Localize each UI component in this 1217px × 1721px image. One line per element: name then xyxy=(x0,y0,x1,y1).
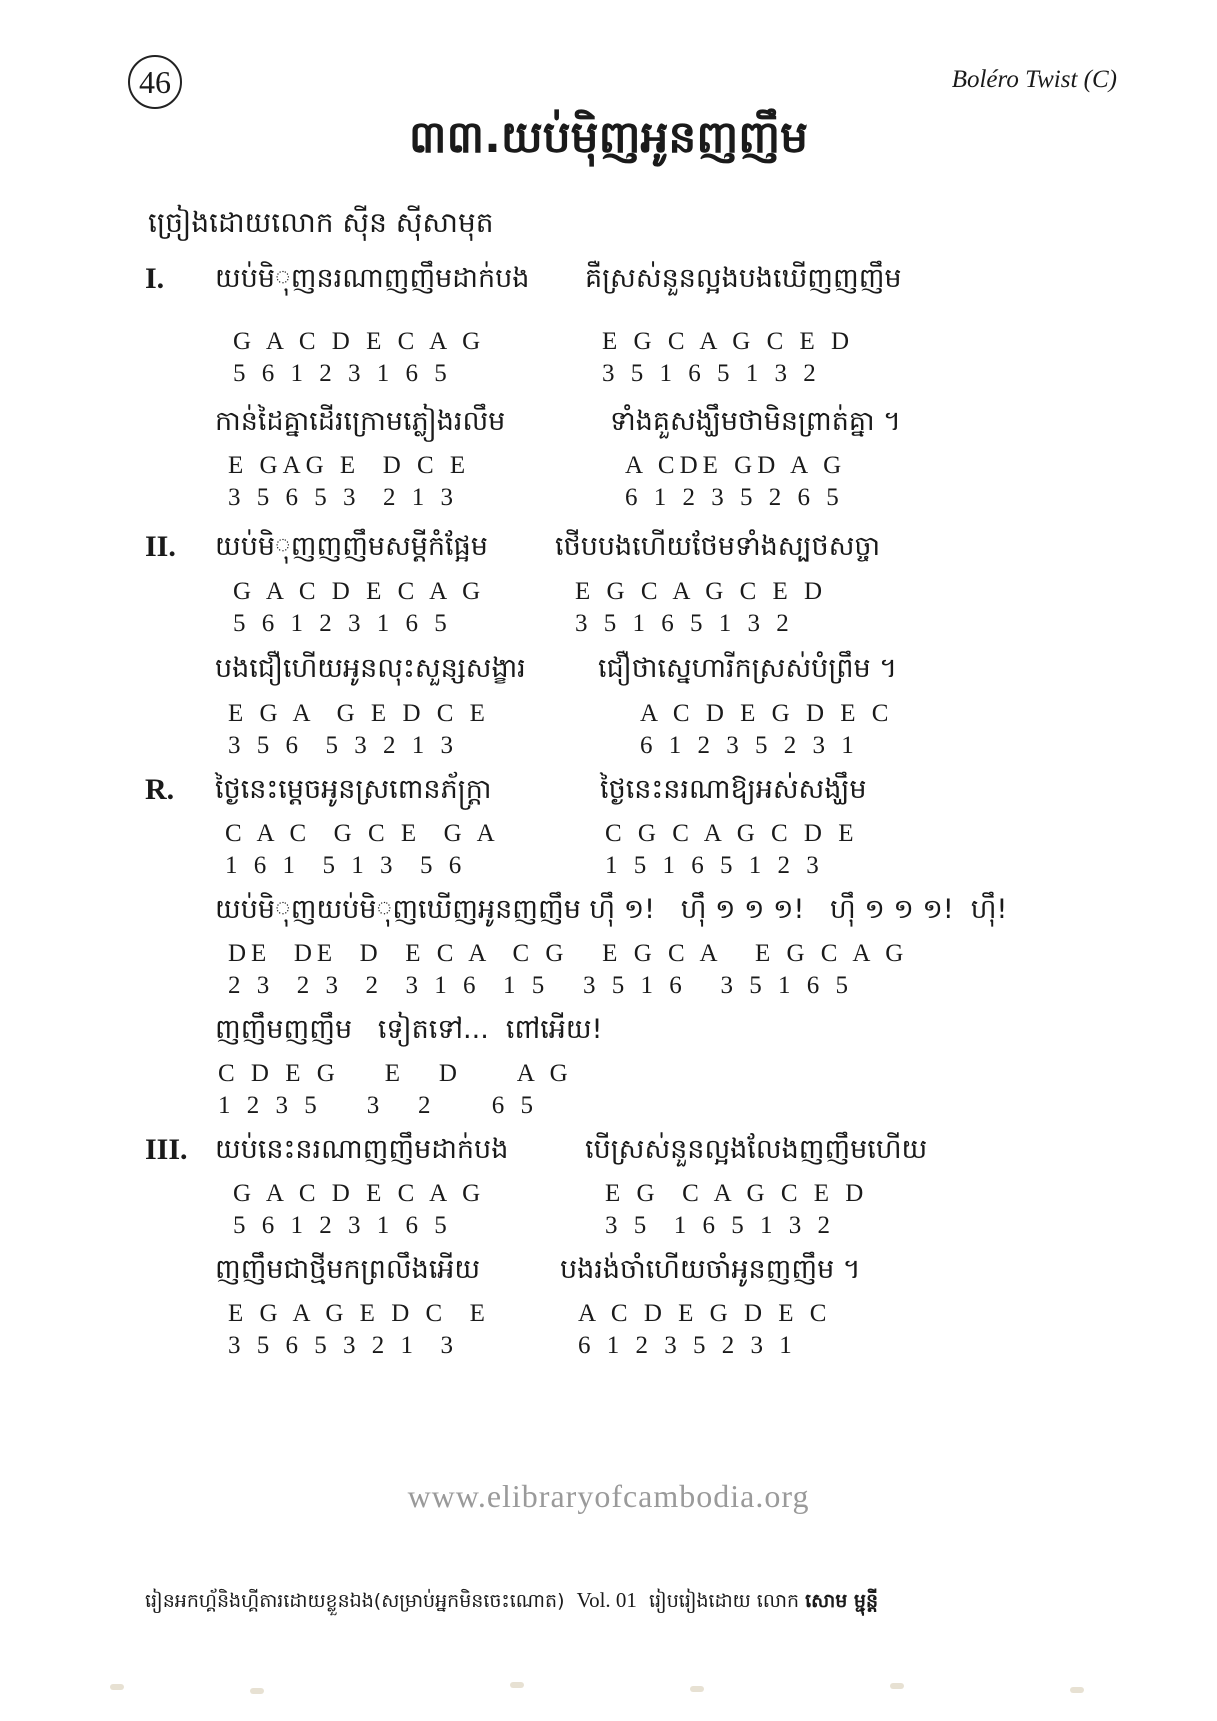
refrain-marker: R. xyxy=(145,773,175,806)
lyric-line: ជឿថាស្នេហារីកស្រស់បំព្រឹម ។ xyxy=(598,653,898,684)
footer-compiled-by: រៀបរៀងដោយ លោក xyxy=(649,1590,800,1612)
lyric-line: យប់នេះនរណាញញឹមដាក់បង xyxy=(215,1134,509,1165)
lyric-line: កាន់ដៃគ្នាដើរក្រោមភ្លៀងរលឹម xyxy=(215,406,506,437)
number-notation: 6 1 2 3 5 2 6 5 xyxy=(625,484,844,511)
footer-volume: Vol. 01 xyxy=(576,1588,637,1612)
chord-notes: A C D E G D E C xyxy=(640,700,894,727)
number-notation: 5 6 1 2 3 1 6 5 xyxy=(233,360,452,387)
chord-notes: E GAG E D C E xyxy=(228,452,471,479)
style-label: Boléro Twist (C) xyxy=(951,66,1117,93)
number-notation: 5 6 1 2 3 1 6 5 xyxy=(233,1212,452,1239)
chord-notes: C G C A G C D E xyxy=(605,820,859,847)
chord-notes: DE DE D E C A C G E G C A E G C A G xyxy=(228,940,909,967)
chord-notes: E G A G E D C E xyxy=(228,700,490,727)
speckle xyxy=(510,1682,524,1688)
verse-marker: III. xyxy=(145,1133,188,1166)
number-notation: 5 6 1 2 3 1 6 5 xyxy=(233,610,452,637)
chord-notes: A CDE GD A G xyxy=(625,452,847,479)
lyric-line: យប់មិុញញញឹមសម្តីកំផ្អែម xyxy=(215,531,488,562)
speckle xyxy=(890,1683,904,1689)
chord-notes: A C D E G D E C xyxy=(578,1300,832,1327)
chord-notes: E G A G E D C E xyxy=(228,1300,490,1327)
footer-author: សោម ម្ជុន្តី xyxy=(805,1590,879,1612)
lyric-line: ញញឹមញញឹម ទៀតទៅ... ពៅអើយ! xyxy=(215,1014,603,1045)
number-notation: 3 5 6 5 3 2 1 3 xyxy=(228,484,458,511)
composer-credit: ច្រៀងដោយលោក ស៊ីន ស៊ីសាមុត xyxy=(148,206,494,239)
lyric-line: យប់មិុញនរណាញញឹមដាក់បង xyxy=(215,263,530,294)
lyric-line: បងរង់ចាំហើយចាំអូនញញឹម ។ xyxy=(560,1254,861,1285)
page-number-text: 46 xyxy=(139,63,171,100)
chord-notes: G A C D E C A G xyxy=(233,578,486,605)
verse-marker: II. xyxy=(145,530,176,563)
number-notation: 6 1 2 3 5 2 3 1 xyxy=(578,1332,797,1359)
number-notation: 3 5 1 6 5 1 3 2 xyxy=(602,360,821,387)
footer xyxy=(145,1588,878,1617)
lyric-line: ញញឹមជាថ្មីមកព្រលឹងអើយ xyxy=(215,1254,481,1285)
number-notation: 3 5 1 6 5 1 3 2 xyxy=(575,610,794,637)
lyric-line: បងជឿហើយអូនលុះសួន្សសង្ខារ xyxy=(215,653,526,684)
scan-speckles xyxy=(90,1680,1157,1700)
lyric-line: យប់មិុញយប់មិុញឃើញអូនញញឹម ហ៊ឹ ១! ហ៊ឹ ១ ១ ១! ហ៊ឹ ១ ១ ១! ហ៊ឹ! xyxy=(215,894,1008,925)
number-notation: 2 3 2 3 2 3 1 6 1 5 3 5 1 6 3 5 1 6 5 xyxy=(228,972,853,999)
speckle xyxy=(1070,1687,1084,1693)
speckle xyxy=(250,1688,264,1694)
website-watermark: www.elibraryofcambodia.org xyxy=(407,1478,810,1514)
number-notation: 6 1 2 3 5 2 3 1 xyxy=(640,732,859,759)
lyric-line: ថ្ងៃនេះម្តេចអូនស្រពោនភ័ក្ត្រា xyxy=(215,774,492,805)
chord-notes: C A C G C E G A xyxy=(225,820,500,847)
chord-notes: G A C D E C A G xyxy=(233,1180,486,1207)
lyric-line: ទាំងគួសង្ឃឹមថាមិនព្រាត់គ្នា ។ xyxy=(610,406,901,437)
lyric-line: គឺស្រស់នួនល្អងបងឃើញញញឹម xyxy=(585,263,902,294)
number-notation: 3 5 1 6 5 1 3 2 xyxy=(605,1212,835,1239)
speckle xyxy=(690,1686,704,1692)
chord-notes: G A C D E C A G xyxy=(233,328,486,355)
footer-book-title: រៀនអកហ្គ័និងហ្គីតារដោយខ្លួនឯង(សម្រាប់អ្នកមិនចេះណោត) xyxy=(145,1590,565,1612)
number-notation: 3 5 6 5 3 2 1 3 xyxy=(228,732,458,759)
verse-marker: I. xyxy=(145,262,165,295)
lyric-line: បើស្រស់នួនល្អងលែងញញឹមហើយ xyxy=(585,1134,928,1165)
number-notation: 3 5 6 5 3 2 1 3 xyxy=(228,1332,458,1359)
number-notation: 1 2 3 5 3 2 6 5 xyxy=(218,1092,538,1119)
lyric-line: ថើបបងហើយថែមទាំងស្បថសច្ចា xyxy=(555,531,881,562)
chord-notes: C D E G E D A G xyxy=(218,1060,573,1087)
chord-notes: E G C A G C E D xyxy=(605,1180,869,1207)
lyric-line: ថ្ងៃនេះនរណាឱ្យអស់សង្ឃឹម xyxy=(600,774,867,805)
chord-notes: E G C A G C E D xyxy=(575,578,828,605)
page-number xyxy=(128,55,182,109)
chord-notes: E G C A G C E D xyxy=(602,328,855,355)
song-title: ៣៣.យប់មុិញអូនញញឹម xyxy=(408,112,809,163)
speckle xyxy=(110,1684,124,1690)
number-notation: 1 5 1 6 5 1 2 3 xyxy=(605,852,824,879)
number-notation: 1 6 1 5 1 3 5 6 xyxy=(225,852,467,879)
